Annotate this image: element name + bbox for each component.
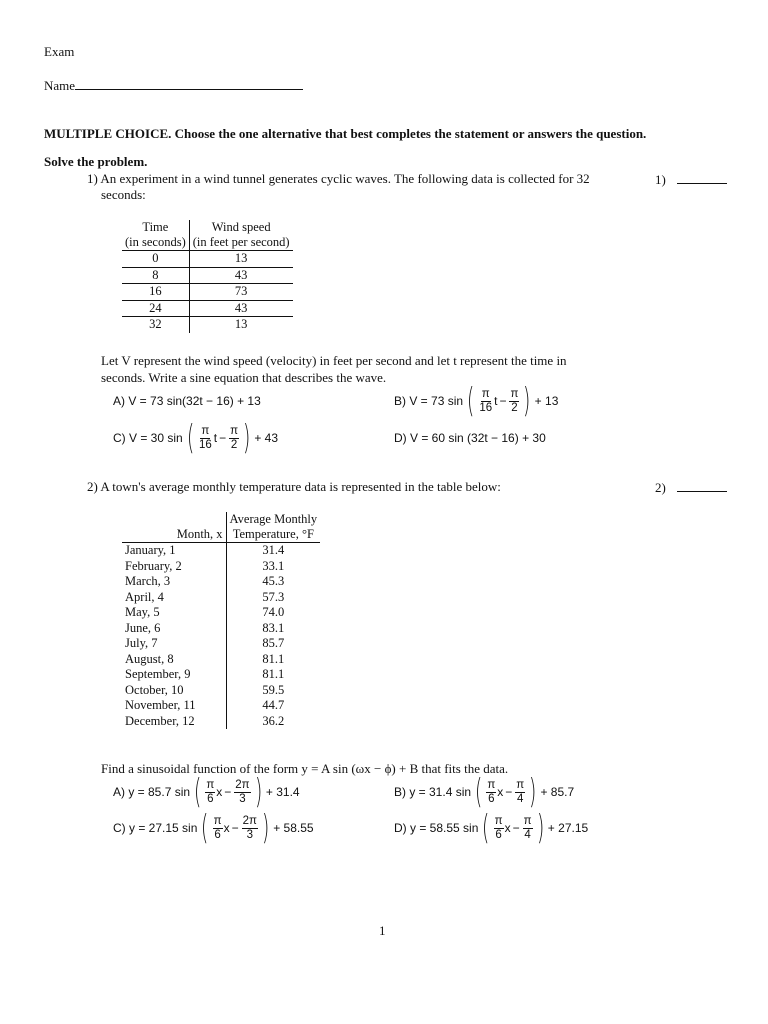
fraction bbox=[509, 388, 519, 415]
expression-group bbox=[464, 381, 534, 421]
table-cell: June, 6 bbox=[122, 621, 226, 637]
table-cell: 74.0 bbox=[262, 605, 285, 619]
table-row bbox=[122, 284, 293, 301]
table-header-cell: Average Monthly bbox=[229, 512, 318, 526]
table-cell: 24 bbox=[122, 300, 189, 317]
table-cell: 59.5 bbox=[262, 682, 285, 697]
table-cell: 83.1 bbox=[262, 620, 285, 635]
table-row bbox=[122, 636, 320, 652]
table-row bbox=[122, 698, 320, 714]
minus-sign: − bbox=[499, 394, 507, 408]
fraction bbox=[523, 815, 533, 842]
denominator: 6 bbox=[488, 792, 495, 805]
q1-choice-b[interactable] bbox=[394, 381, 558, 421]
q1-stem-line1 bbox=[87, 171, 590, 187]
table-cell: November, 11 bbox=[122, 698, 226, 714]
table-header-cell: (in feet per second) bbox=[189, 235, 292, 251]
denominator: 2 bbox=[230, 438, 238, 451]
choice-lead: C) y = 27.15 sin bbox=[113, 821, 198, 835]
choice-tail: + 13 bbox=[534, 394, 559, 408]
table-cell: October, 10 bbox=[122, 683, 226, 699]
expression-group bbox=[472, 772, 539, 812]
choice-text: D) V = 60 sin (32t − 16) + 30 bbox=[394, 431, 546, 445]
table-cell: 85.7 bbox=[262, 636, 285, 650]
q1-answer-slot[interactable] bbox=[655, 171, 727, 188]
table-cell: 43 bbox=[189, 267, 292, 284]
choice-tail: + 58.55 bbox=[273, 821, 314, 835]
denominator: 6 bbox=[214, 828, 221, 841]
q1-stem-line2: seconds: bbox=[101, 187, 146, 202]
fraction bbox=[478, 388, 493, 415]
table-cell: 43 bbox=[189, 300, 292, 317]
minus-sign: − bbox=[231, 821, 239, 835]
fraction bbox=[486, 779, 496, 806]
choice-lead: C) V = 30 sin bbox=[113, 431, 183, 445]
numerator: π bbox=[516, 778, 525, 791]
table-cell: 36.2 bbox=[262, 713, 285, 728]
denominator: 3 bbox=[239, 792, 246, 805]
table-cell: 45.3 bbox=[262, 574, 285, 588]
q2-choice-a[interactable] bbox=[113, 772, 300, 812]
table-row bbox=[122, 317, 293, 333]
exam-label: Exam bbox=[44, 44, 75, 59]
numerator: 2π bbox=[235, 778, 250, 791]
variable: t bbox=[494, 394, 498, 408]
table-cell: 13 bbox=[189, 251, 292, 268]
table-cell: 81.1 bbox=[262, 651, 285, 666]
expression-group bbox=[479, 808, 546, 848]
denominator: 2 bbox=[511, 401, 518, 414]
q1-choice-a[interactable] bbox=[113, 381, 261, 421]
left-paren-icon: ( bbox=[475, 772, 483, 812]
q2-answer-slot[interactable] bbox=[655, 479, 727, 496]
table-row bbox=[122, 621, 320, 637]
numerator: π bbox=[201, 424, 210, 437]
numerator: π bbox=[230, 424, 239, 437]
fraction bbox=[205, 779, 215, 806]
choice-tail: + 85.7 bbox=[540, 785, 575, 799]
denominator: 4 bbox=[524, 828, 531, 841]
numerator: π bbox=[487, 778, 496, 791]
section-instructions: MULTIPLE CHOICE. Choose the one alternative that best completes the statement or answers the question. bbox=[44, 126, 647, 141]
choice-lead: B) y = 31.4 sin bbox=[394, 785, 472, 799]
q2-choice-c[interactable] bbox=[113, 808, 314, 848]
q1-stem-text: An experiment in a wind tunnel generates cyclic waves. The following data is collected for 32 bbox=[100, 171, 590, 186]
q1-choice-c[interactable] bbox=[113, 418, 278, 458]
fraction bbox=[242, 815, 258, 842]
choice-lead: D) y = 58.55 sin bbox=[394, 821, 479, 835]
left-paren-icon: ( bbox=[186, 418, 194, 458]
table-header-row bbox=[122, 527, 320, 543]
fraction bbox=[494, 815, 504, 842]
q1-answer-label: 1) bbox=[655, 172, 666, 187]
table-cell: 44.7 bbox=[262, 698, 285, 712]
table-header-row bbox=[122, 235, 293, 251]
table-row bbox=[122, 574, 320, 590]
fraction bbox=[213, 815, 223, 842]
q2-number: 2) bbox=[87, 479, 98, 494]
choice-tail: + 43 bbox=[254, 431, 279, 445]
q1-prompt-line1: Let V represent the wind speed (velocity) in feet per second and let t represent the time in bbox=[101, 353, 567, 368]
variable: x bbox=[216, 785, 223, 799]
table-header-cell: (in seconds) bbox=[122, 235, 189, 251]
table-row bbox=[122, 251, 293, 268]
table-cell: September, 9 bbox=[122, 667, 226, 683]
choice-tail: + 31.4 bbox=[265, 785, 300, 799]
table-row bbox=[122, 605, 320, 621]
denominator: 16 bbox=[479, 401, 493, 414]
q2-choice-d[interactable] bbox=[394, 808, 588, 848]
table-header-cell: Temperature, °F bbox=[226, 527, 320, 543]
table-cell: 81.1 bbox=[262, 667, 285, 681]
minus-sign: − bbox=[224, 785, 232, 799]
q2-answer-label: 2) bbox=[655, 480, 666, 495]
expression-group bbox=[184, 418, 254, 458]
table-row bbox=[122, 667, 320, 683]
q2-prompt: Find a sinusoidal function of the form y = A sin (ωx − ϕ) + B that fits the data. bbox=[101, 761, 509, 776]
expression-group bbox=[198, 808, 272, 848]
table-row bbox=[122, 543, 320, 559]
fraction bbox=[234, 779, 250, 806]
q2-stem bbox=[87, 479, 501, 495]
denominator: 6 bbox=[207, 792, 214, 805]
table-cell: 73 bbox=[189, 284, 292, 301]
name-blank[interactable] bbox=[75, 77, 303, 90]
left-paren-icon: ( bbox=[482, 808, 490, 848]
right-paren-icon: ) bbox=[261, 808, 270, 848]
table-row bbox=[122, 652, 320, 668]
subheading: Solve the problem. bbox=[44, 154, 148, 169]
table-row bbox=[122, 683, 320, 699]
expression-group bbox=[191, 772, 265, 812]
table-cell: 13 bbox=[189, 317, 292, 333]
table-cell: 0 bbox=[122, 251, 189, 268]
table-header-row bbox=[122, 220, 293, 235]
numerator: π bbox=[481, 387, 490, 400]
choice-tail: + 27.15 bbox=[547, 821, 589, 835]
table-cell: March, 3 bbox=[122, 574, 226, 590]
table-cell: 32 bbox=[122, 317, 189, 333]
table-row bbox=[122, 267, 293, 284]
numerator: π bbox=[510, 387, 519, 400]
minus-sign: − bbox=[512, 821, 520, 835]
right-paren-icon: ) bbox=[254, 772, 262, 812]
table-row bbox=[122, 590, 320, 606]
choice-text: A) V = 73 sin(32t − 16) + 13 bbox=[113, 394, 261, 408]
table-header-row bbox=[122, 512, 320, 527]
table-header-cell: Wind speed bbox=[211, 220, 271, 234]
variable: x bbox=[497, 785, 504, 799]
denominator: 16 bbox=[198, 438, 212, 451]
q1-answer-blank[interactable] bbox=[677, 171, 727, 184]
numerator: π bbox=[206, 778, 215, 791]
q1-choice-d[interactable] bbox=[394, 418, 546, 458]
q2-choice-b[interactable] bbox=[394, 772, 574, 812]
table-cell: 33.1 bbox=[262, 558, 285, 573]
fraction bbox=[198, 425, 213, 452]
left-paren-icon: ( bbox=[201, 808, 209, 848]
right-paren-icon: ) bbox=[536, 808, 544, 848]
table-header-cell: Month, x bbox=[122, 527, 226, 543]
numerator: 2π bbox=[242, 814, 257, 827]
q1-number: 1) bbox=[87, 171, 98, 186]
table-row bbox=[122, 300, 293, 317]
table-cell: July, 7 bbox=[122, 636, 226, 652]
name-label: Name bbox=[44, 78, 76, 93]
minus-sign: − bbox=[219, 431, 227, 445]
table-cell: February, 2 bbox=[122, 559, 226, 575]
numerator: π bbox=[494, 814, 503, 827]
choice-lead: A) y = 85.7 sin bbox=[113, 785, 191, 799]
numerator: π bbox=[213, 814, 222, 827]
fraction bbox=[515, 779, 525, 806]
left-paren-icon: ( bbox=[194, 772, 202, 812]
table-row bbox=[122, 714, 320, 730]
table-header-cell: Time bbox=[122, 220, 189, 235]
table-cell: 31.4 bbox=[262, 543, 285, 557]
variable: x bbox=[504, 821, 511, 835]
q2-answer-blank[interactable] bbox=[677, 479, 727, 492]
choice-lead: B) V = 73 sin bbox=[394, 394, 464, 408]
table-cell: August, 8 bbox=[122, 652, 226, 668]
variable: x bbox=[223, 821, 230, 835]
right-paren-icon: ) bbox=[529, 772, 537, 812]
denominator: 3 bbox=[246, 828, 253, 841]
table-cell: 8 bbox=[122, 267, 189, 284]
denominator: 6 bbox=[495, 828, 502, 841]
denominator: 4 bbox=[517, 792, 524, 805]
table-cell: 16 bbox=[122, 284, 189, 301]
numerator: π bbox=[523, 814, 532, 827]
table-row bbox=[122, 559, 320, 575]
table-cell: 57.3 bbox=[262, 589, 285, 604]
table-cell: April, 4 bbox=[122, 590, 226, 606]
fraction bbox=[229, 425, 239, 452]
table-cell: December, 12 bbox=[122, 714, 226, 730]
table-cell: January, 1 bbox=[122, 543, 226, 559]
variable: t bbox=[213, 431, 218, 445]
right-paren-icon: ) bbox=[243, 418, 251, 458]
q2-stem-text: A town's average monthly temperature data is represented in the table below: bbox=[100, 479, 501, 494]
name-line bbox=[44, 77, 303, 94]
q1-data-table bbox=[122, 220, 293, 333]
q2-data-table bbox=[122, 512, 320, 729]
left-paren-icon: ( bbox=[467, 381, 475, 421]
minus-sign: − bbox=[505, 785, 513, 799]
table-cell: May, 5 bbox=[122, 605, 226, 621]
q1-prompt-line2: seconds. Write a sine equation that describes the wave. bbox=[101, 370, 387, 385]
right-paren-icon: ) bbox=[523, 381, 531, 421]
page-number: 1 bbox=[379, 923, 386, 938]
